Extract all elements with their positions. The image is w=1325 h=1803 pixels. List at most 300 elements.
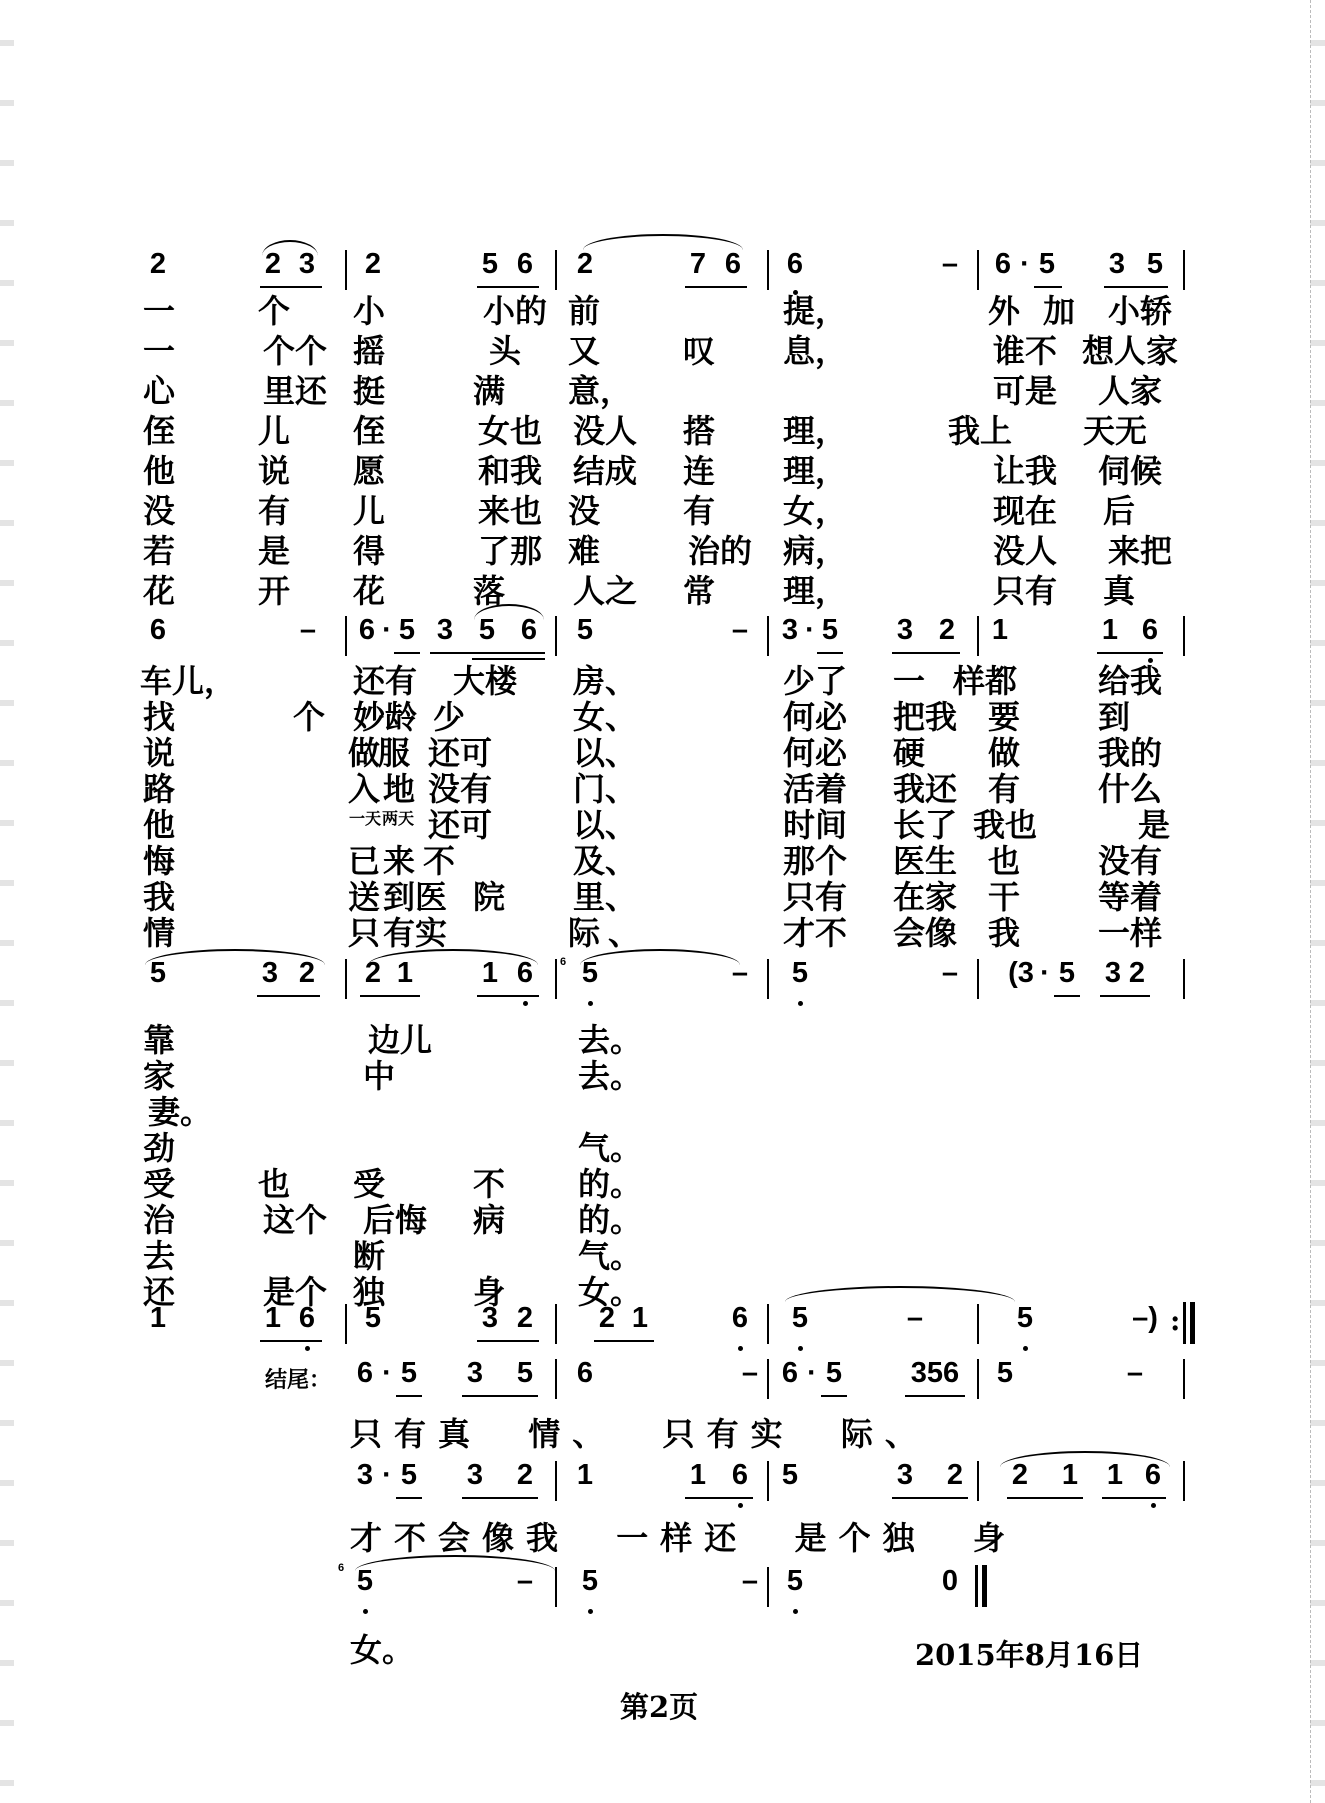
lyric: 可是 bbox=[992, 372, 1057, 410]
lyric: 息， bbox=[782, 332, 847, 370]
note: 6 bbox=[358, 614, 376, 646]
note: 2 bbox=[946, 1459, 964, 1491]
beam bbox=[396, 1497, 422, 1499]
lyric: 病 bbox=[472, 1201, 505, 1239]
lyric: 一样 bbox=[1097, 914, 1162, 952]
lyric: 女， bbox=[782, 492, 847, 530]
lyric: 没人 bbox=[992, 532, 1057, 570]
lyric: 以、 bbox=[572, 806, 637, 844]
note: 6 bbox=[576, 1357, 594, 1389]
lyric: 还可 bbox=[427, 806, 492, 844]
lyric: 来 bbox=[382, 842, 415, 880]
repeat-dots: : bbox=[1170, 1304, 1181, 1337]
barline bbox=[1183, 959, 1185, 999]
beam bbox=[396, 1395, 422, 1397]
final-barline bbox=[982, 1565, 987, 1607]
lyric: 里、 bbox=[572, 878, 637, 916]
low-octave-dot bbox=[738, 1346, 743, 1351]
lyric: 到 bbox=[1097, 698, 1130, 736]
note: – bbox=[1126, 1357, 1144, 1389]
barline bbox=[767, 1304, 769, 1344]
lyric: 少了 bbox=[782, 662, 847, 700]
beam bbox=[905, 1395, 965, 1397]
lyric: 边儿 bbox=[367, 1021, 432, 1059]
lyric: 妙龄 bbox=[352, 698, 417, 736]
note: – bbox=[516, 1565, 534, 1597]
low-octave-dot bbox=[1023, 1346, 1028, 1351]
note: 6 bbox=[786, 248, 804, 280]
note: · bbox=[805, 614, 815, 646]
score-system-2 bbox=[0, 610, 1325, 952]
lyric: 没 bbox=[567, 492, 600, 530]
beam bbox=[257, 995, 320, 997]
note: 5 bbox=[398, 614, 416, 646]
lyric: 送 bbox=[347, 878, 380, 916]
barline bbox=[1183, 250, 1185, 290]
beam bbox=[1054, 995, 1080, 997]
lyric: 结成 bbox=[572, 452, 637, 490]
lyric: 做 bbox=[987, 734, 1020, 772]
beam bbox=[477, 995, 539, 997]
barline bbox=[977, 1304, 979, 1344]
lyric: 他 bbox=[142, 806, 175, 844]
note: 1 bbox=[396, 957, 414, 989]
note: 5 bbox=[478, 614, 496, 646]
note: (3 bbox=[1008, 957, 1034, 989]
lyric: 家 bbox=[142, 1057, 175, 1095]
ending-section bbox=[0, 1355, 1325, 1669]
lyric: 女也 bbox=[477, 412, 542, 450]
lyric: 、 bbox=[607, 914, 640, 952]
lyric: 及、 bbox=[572, 842, 637, 880]
note: 0 bbox=[941, 1565, 959, 1597]
lyric: 来也 bbox=[477, 492, 542, 530]
note: 5 bbox=[1058, 957, 1076, 989]
barline bbox=[555, 250, 557, 290]
lyric: 要 bbox=[987, 698, 1020, 736]
note: – bbox=[941, 248, 959, 280]
lyric: 以、 bbox=[572, 734, 637, 772]
beam bbox=[821, 1395, 847, 1397]
note: 3 bbox=[466, 1357, 484, 1389]
barline bbox=[1183, 1359, 1185, 1399]
note: 2 bbox=[364, 957, 382, 989]
lyric: 两天 bbox=[381, 809, 414, 828]
note: 2 bbox=[576, 248, 594, 280]
final-barline bbox=[1183, 1302, 1186, 1344]
barline bbox=[1183, 616, 1185, 656]
lyric: 不 bbox=[422, 842, 455, 880]
low-octave-dot bbox=[793, 1609, 798, 1614]
lyric: 理， bbox=[782, 452, 847, 490]
lyric: 我的 bbox=[1097, 734, 1162, 772]
lyric: 常 bbox=[682, 572, 715, 610]
lyric: 悔 bbox=[142, 842, 175, 880]
lyric: 医生 bbox=[892, 842, 957, 880]
lyric: 活着 bbox=[782, 770, 847, 808]
note: – bbox=[941, 957, 959, 989]
note: 1 bbox=[1101, 614, 1119, 646]
lyric: 房、 bbox=[572, 662, 637, 700]
lyric: 想人家 bbox=[1081, 332, 1178, 370]
note: 2 bbox=[364, 248, 382, 280]
barline bbox=[555, 616, 557, 656]
lyric: 人之 bbox=[572, 572, 637, 610]
lyric: 时间 bbox=[782, 806, 847, 844]
note: 5 bbox=[516, 1357, 534, 1389]
lyric: 侄 bbox=[352, 412, 385, 450]
lyric: 落 bbox=[472, 572, 505, 610]
ending-label: 结尾： bbox=[265, 1367, 332, 1393]
lyric: 路 bbox=[142, 770, 175, 808]
low-octave-dot bbox=[588, 1001, 593, 1006]
lyric: 硬 bbox=[892, 734, 925, 772]
barline bbox=[977, 959, 979, 999]
note: 3 bbox=[1104, 957, 1122, 989]
lyric: 开 bbox=[257, 572, 290, 610]
note: 6 bbox=[298, 1302, 316, 1334]
lyric: 理， bbox=[782, 572, 847, 610]
lyric: 有 bbox=[257, 492, 290, 530]
note: · bbox=[1040, 957, 1050, 989]
lyric: 挺 bbox=[352, 372, 385, 410]
note: 5 bbox=[821, 614, 839, 646]
barline bbox=[977, 250, 979, 290]
note: – bbox=[906, 1302, 924, 1334]
lyric: 找 bbox=[142, 698, 175, 736]
lyric: 我 bbox=[987, 914, 1020, 952]
lyric: 只有 bbox=[992, 572, 1057, 610]
note: 7 bbox=[689, 248, 707, 280]
note: 5 bbox=[791, 1302, 809, 1334]
note: 6 bbox=[1144, 1459, 1162, 1491]
note: 5 bbox=[791, 957, 809, 989]
lyric: 说 bbox=[257, 452, 290, 490]
lyric: 后悔 bbox=[362, 1201, 427, 1239]
beam bbox=[817, 652, 843, 654]
lyric: 我还 bbox=[892, 770, 957, 808]
lyric: 个个 bbox=[262, 332, 327, 370]
lyric: 给我 bbox=[1097, 662, 1162, 700]
lyric: 什么 bbox=[1097, 770, 1162, 808]
note: · bbox=[382, 1357, 392, 1389]
lyric: 治 bbox=[142, 1201, 175, 1239]
barline bbox=[977, 616, 979, 656]
lyric: 去 bbox=[142, 1237, 175, 1275]
lyric: 不 bbox=[472, 1165, 505, 1203]
lyric: 得 bbox=[352, 532, 385, 570]
barline bbox=[767, 616, 769, 656]
lyric: 难 bbox=[567, 532, 600, 570]
note: 3 bbox=[356, 1459, 374, 1491]
beam bbox=[1007, 1497, 1083, 1499]
note: 5 bbox=[1146, 248, 1164, 280]
lyric: 在家 bbox=[892, 878, 957, 916]
lyric: 摇 bbox=[352, 332, 385, 370]
barline bbox=[555, 1359, 557, 1399]
lyric: 何必 bbox=[782, 734, 847, 772]
lyric: 个 bbox=[257, 292, 290, 330]
lyric: 际 bbox=[567, 914, 600, 952]
note: 2 bbox=[1011, 1459, 1029, 1491]
lyric: 这个 bbox=[262, 1201, 327, 1239]
note: 2 bbox=[1128, 957, 1146, 989]
lyric: 意， bbox=[567, 372, 632, 410]
note: 6 bbox=[356, 1357, 374, 1389]
lyric: 也 bbox=[987, 842, 1020, 880]
note: – bbox=[731, 957, 749, 989]
lyric: 还 bbox=[142, 1273, 175, 1311]
note: – bbox=[741, 1357, 759, 1389]
note: – bbox=[299, 614, 317, 646]
lyric: 我 bbox=[142, 878, 175, 916]
page-number: 第2页 bbox=[620, 1690, 699, 1724]
note: 1 bbox=[1106, 1459, 1124, 1491]
note: 5 bbox=[1038, 248, 1056, 280]
note: 5 bbox=[149, 957, 167, 989]
lyric: 儿 bbox=[352, 492, 385, 530]
note: 6 bbox=[516, 248, 534, 280]
lyric: 我也 bbox=[972, 806, 1037, 844]
score-system-4 bbox=[0, 1300, 1325, 1360]
lyric: 院 bbox=[472, 878, 505, 916]
lyric: 去。 bbox=[577, 1057, 642, 1095]
lyric: 是 bbox=[1137, 806, 1170, 844]
lyric: 那个 bbox=[782, 842, 847, 880]
final-barline bbox=[975, 1565, 978, 1607]
note: 6 bbox=[724, 248, 742, 280]
lyric: 来把 bbox=[1107, 532, 1172, 570]
date-text: 2015年8月16日 bbox=[915, 1638, 1144, 1672]
lyric: 已 bbox=[347, 842, 380, 880]
note: 6 bbox=[731, 1459, 749, 1491]
lyric: 了那 bbox=[477, 532, 542, 570]
lyric: 天无 bbox=[1082, 412, 1147, 450]
note: 2 bbox=[264, 248, 282, 280]
lyric: 里还 bbox=[262, 372, 327, 410]
note: 3 bbox=[481, 1302, 499, 1334]
note: 5 bbox=[581, 957, 599, 989]
lyric: 会像 bbox=[892, 914, 957, 952]
low-octave-dot bbox=[798, 1001, 803, 1006]
note: – bbox=[731, 614, 749, 646]
lyric: 前 bbox=[567, 292, 600, 330]
note: 6 bbox=[1141, 614, 1159, 646]
barline bbox=[767, 250, 769, 290]
lyric: 后 bbox=[1102, 492, 1135, 530]
note: 5 bbox=[781, 1459, 799, 1491]
lyric: 情 bbox=[142, 914, 175, 952]
slur bbox=[785, 1286, 1015, 1302]
lyric: 地 bbox=[382, 770, 415, 808]
lyric: 断 bbox=[352, 1237, 385, 1275]
note: 2 bbox=[516, 1459, 534, 1491]
ending-lyrics-line-2: 才不会像我 一样还 是个独 身 bbox=[350, 1519, 1017, 1557]
note: 3 bbox=[261, 957, 279, 989]
lyric: 气。 bbox=[577, 1237, 642, 1275]
lyric: 服 bbox=[377, 734, 410, 772]
note: 5 bbox=[481, 248, 499, 280]
note: – bbox=[741, 1565, 759, 1597]
beam bbox=[360, 995, 420, 997]
lyric: 一 bbox=[892, 662, 925, 700]
lyric: 等着 bbox=[1097, 878, 1162, 916]
lyric: 个 bbox=[292, 698, 325, 736]
lyric: 外 bbox=[987, 292, 1020, 330]
final-barline bbox=[1190, 1302, 1195, 1344]
slur bbox=[262, 240, 318, 256]
lyric: 没有 bbox=[1097, 842, 1162, 880]
lyric: 加 bbox=[1042, 292, 1075, 330]
lyric: 现在 bbox=[992, 492, 1057, 530]
lyric: 把我 bbox=[892, 698, 957, 736]
lyric: 气。 bbox=[577, 1129, 642, 1167]
barline bbox=[345, 250, 347, 290]
lyric: 靠 bbox=[142, 1021, 175, 1059]
lyric: 的。 bbox=[577, 1201, 642, 1239]
beam bbox=[892, 1497, 968, 1499]
lyric: 儿 bbox=[257, 412, 290, 450]
barline bbox=[767, 959, 769, 999]
note: 2 bbox=[938, 614, 956, 646]
note: 1 bbox=[689, 1459, 707, 1491]
lyric: 门、 bbox=[572, 770, 637, 808]
note: 3 bbox=[436, 614, 454, 646]
beam bbox=[1097, 652, 1163, 654]
lyric: 花 bbox=[352, 572, 385, 610]
note: 2 bbox=[298, 957, 316, 989]
lyric: 满 bbox=[472, 372, 505, 410]
lyric: 女、 bbox=[572, 698, 637, 736]
lyric: 只 bbox=[347, 914, 380, 952]
note: 3 bbox=[466, 1459, 484, 1491]
lyric: 劲 bbox=[142, 1129, 175, 1167]
note: 5 bbox=[364, 1302, 382, 1334]
beam bbox=[1100, 995, 1150, 997]
lyric: 去。 bbox=[577, 1021, 642, 1059]
note: 2 bbox=[598, 1302, 616, 1334]
note: 3 bbox=[1108, 248, 1126, 280]
beam bbox=[260, 1340, 322, 1342]
note: 5 bbox=[356, 1565, 374, 1597]
note: 5 bbox=[1016, 1302, 1034, 1334]
barline bbox=[1183, 1461, 1185, 1501]
barline bbox=[555, 1567, 557, 1607]
barline bbox=[555, 1304, 557, 1344]
lyric: 搭 bbox=[682, 412, 715, 450]
beam bbox=[462, 1497, 538, 1499]
note: 5 bbox=[996, 1357, 1014, 1389]
lyric: 病， bbox=[782, 532, 847, 570]
lyric: 身 bbox=[472, 1273, 505, 1311]
lyric: 没有 bbox=[427, 770, 492, 808]
lyric: 有 bbox=[682, 492, 715, 530]
beam bbox=[1102, 1497, 1166, 1499]
lyric: 有 bbox=[987, 770, 1020, 808]
lyric: 谁不 bbox=[992, 332, 1057, 370]
lyric: 还有 bbox=[352, 662, 417, 700]
note: 5 bbox=[786, 1565, 804, 1597]
lyric: 又 bbox=[567, 332, 600, 370]
note: 6 bbox=[516, 957, 534, 989]
note: 3 bbox=[781, 614, 799, 646]
beam bbox=[685, 1497, 753, 1499]
lyric: 小轿 bbox=[1107, 292, 1172, 330]
lyric: 治的 bbox=[687, 532, 752, 570]
lyric: 说 bbox=[142, 734, 175, 772]
barline bbox=[345, 959, 347, 999]
note: 5 bbox=[400, 1459, 418, 1491]
lyric: 一天 bbox=[348, 809, 381, 828]
low-octave-dot bbox=[1151, 1503, 1156, 1508]
lyric: 长了 bbox=[892, 806, 957, 844]
low-octave-dot bbox=[588, 1609, 593, 1614]
lyric: 样都 bbox=[952, 662, 1017, 700]
lyric: 人家 bbox=[1097, 372, 1162, 410]
beam bbox=[477, 1340, 539, 1342]
beam bbox=[430, 652, 545, 654]
lyric: 我上 bbox=[947, 412, 1012, 450]
lyric: 才不 bbox=[782, 914, 847, 952]
note: 6 bbox=[994, 248, 1012, 280]
note: 1 bbox=[264, 1302, 282, 1334]
lyric: 伺候 bbox=[1097, 452, 1162, 490]
lyric: 到医 bbox=[382, 878, 447, 916]
note: 6 bbox=[781, 1357, 799, 1389]
note: 2 bbox=[516, 1302, 534, 1334]
barline bbox=[345, 616, 347, 656]
lyric: 愿 bbox=[352, 452, 385, 490]
barline bbox=[977, 1359, 979, 1399]
lyric: 心 bbox=[142, 372, 175, 410]
note: 6 bbox=[520, 614, 538, 646]
note: 5 bbox=[400, 1357, 418, 1389]
lyric: 受 bbox=[142, 1165, 175, 1203]
grace-note: 6 bbox=[338, 1562, 345, 1574]
note: 3 bbox=[896, 1459, 914, 1491]
lyric: 真 bbox=[1102, 572, 1135, 610]
note: · bbox=[1020, 248, 1030, 280]
grace-note: 6 bbox=[560, 956, 567, 968]
lyric: 的。 bbox=[577, 1165, 642, 1203]
lyric: 提， bbox=[782, 292, 847, 330]
lyric: 只有 bbox=[782, 878, 847, 916]
note: 2 bbox=[149, 248, 167, 280]
lyric: 和我 bbox=[477, 452, 542, 490]
note: · bbox=[807, 1357, 817, 1389]
lyric: 是个 bbox=[262, 1273, 327, 1311]
barline bbox=[555, 959, 557, 999]
note: 1 bbox=[576, 1459, 594, 1491]
lyric: 入 bbox=[347, 770, 380, 808]
note: 6 bbox=[731, 1302, 749, 1334]
beam bbox=[892, 652, 960, 654]
lyric: 小的 bbox=[482, 292, 547, 330]
low-octave-dot bbox=[523, 1001, 528, 1006]
note: 1 bbox=[481, 957, 499, 989]
note: 6 bbox=[149, 614, 167, 646]
lyric: 头 bbox=[488, 332, 521, 370]
lyric: 一 bbox=[142, 332, 175, 370]
note: –) bbox=[1132, 1302, 1158, 1334]
barline bbox=[977, 1461, 979, 1501]
barline bbox=[767, 1359, 769, 1399]
lyric: 独 bbox=[352, 1273, 385, 1311]
lyric: 妻。 bbox=[147, 1093, 212, 1131]
note: 5 bbox=[576, 614, 594, 646]
lyric: 干 bbox=[987, 878, 1020, 916]
beam bbox=[685, 286, 747, 288]
